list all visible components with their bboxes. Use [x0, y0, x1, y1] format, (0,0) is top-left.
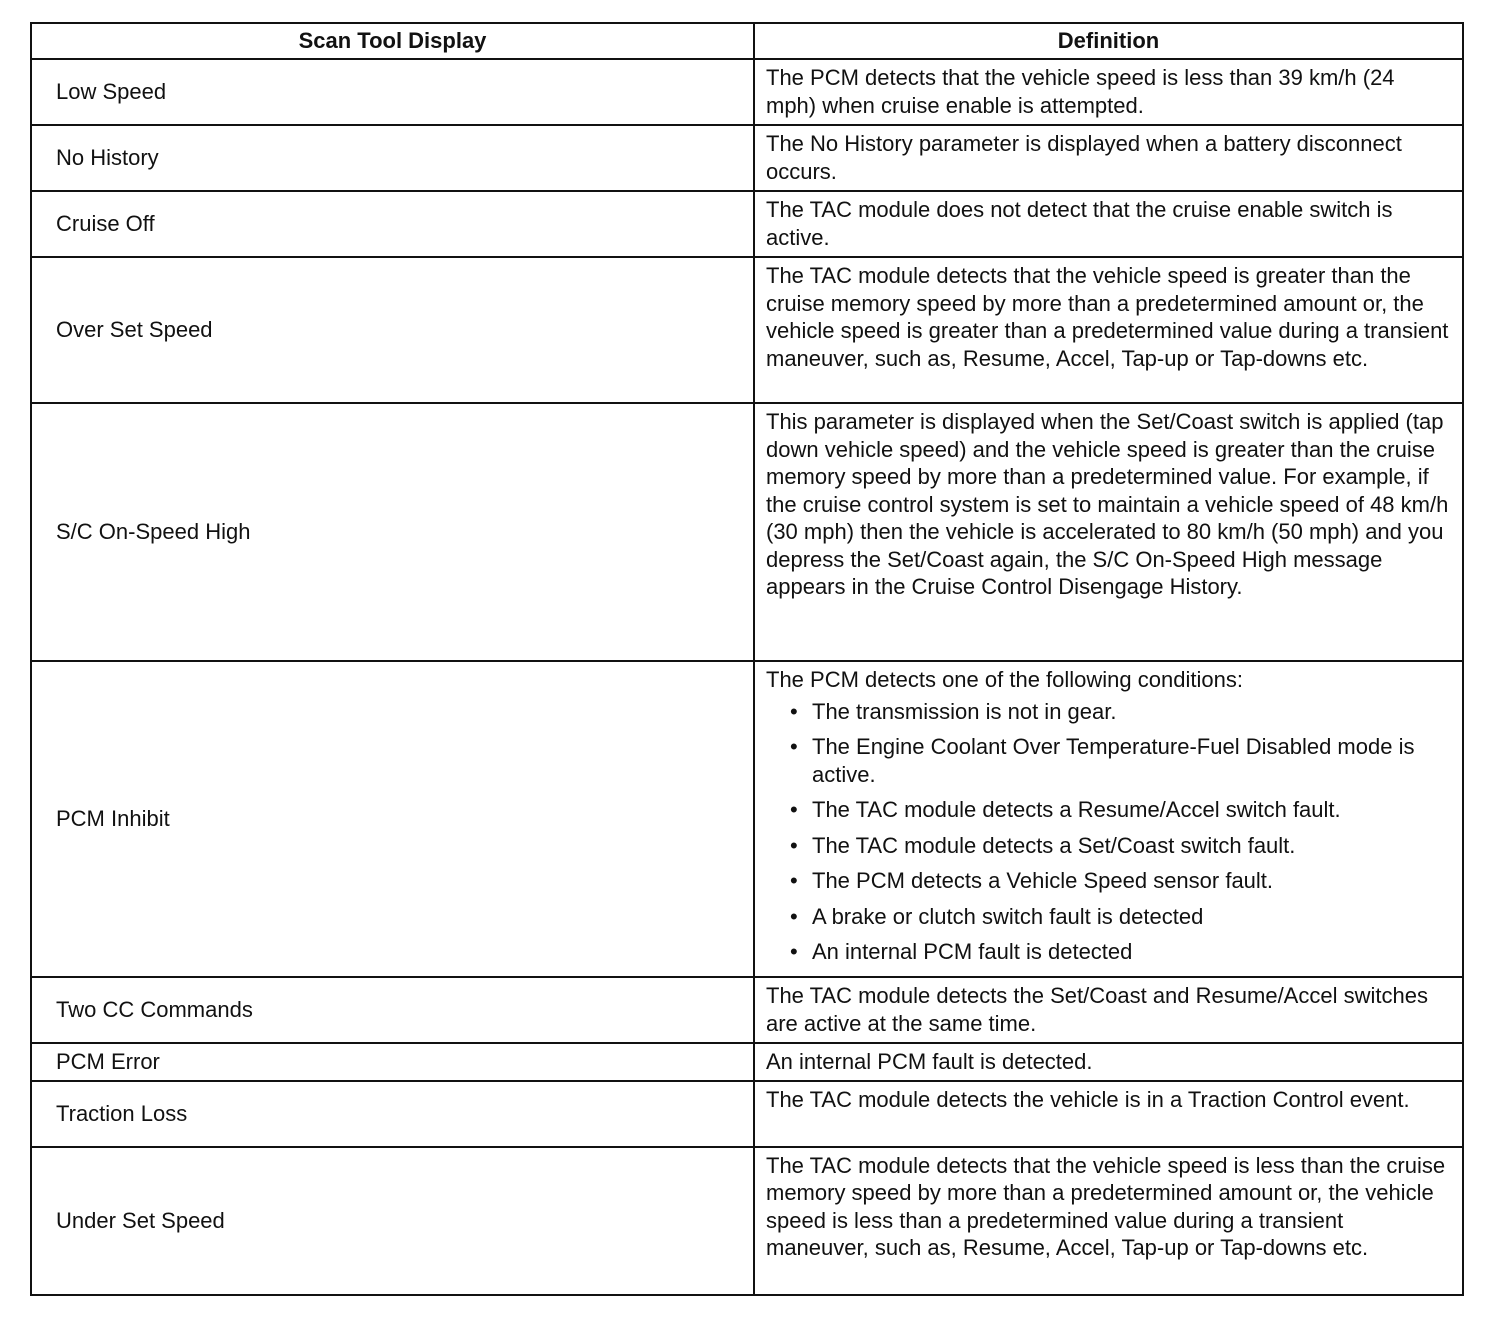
display-cell: PCM Error — [31, 1043, 754, 1081]
condition-list — [766, 698, 1450, 966]
definition-cell: The No History parameter is displayed when a battery disconnect occurs. — [754, 125, 1463, 191]
display-cell: No History — [31, 125, 754, 191]
condition-item: • The TAC module detects a Set/Coast switch fault. — [812, 832, 1450, 860]
definition-cell — [754, 661, 1463, 977]
condition-item: • An internal PCM fault is detected — [812, 938, 1450, 966]
display-cell: Two CC Commands — [31, 977, 754, 1043]
definition-cell: The PCM detects that the vehicle speed is less than 39 km/h (24 mph) when cruise enable is attempted. — [754, 59, 1463, 125]
scan-tool-definition-table — [30, 22, 1464, 1296]
header-row — [31, 23, 1463, 59]
table-row — [31, 1043, 1463, 1081]
table-row — [31, 191, 1463, 257]
display-cell: S/C On-Speed High — [31, 403, 754, 661]
table-row — [31, 1147, 1463, 1295]
definition-intro: The PCM detects one of the following conditions: — [766, 667, 1243, 692]
table-row — [31, 59, 1463, 125]
table-row — [31, 257, 1463, 403]
definition-cell: This parameter is displayed when the Set/Coast switch is applied (tap down vehicle speed) and the vehicle speed is greater than the cruise memory speed by more than a predetermined value. For example, if the cruise control system is set to maintain a vehicle speed of 48 km/h (30 mph) then the vehicle is accelerated to 80 km/h (50 mph) and you depress the Set/Coast again, the S/C On-Speed High message appears in the Cruise Control Disengage History. — [754, 403, 1463, 661]
definition-cell: The TAC module detects the vehicle is in a Traction Control event. — [754, 1081, 1463, 1147]
table-row — [31, 403, 1463, 661]
table-row — [31, 1081, 1463, 1147]
table-row — [31, 125, 1463, 191]
display-cell: Under Set Speed — [31, 1147, 754, 1295]
table-row — [31, 661, 1463, 977]
condition-item: • The transmission is not in gear. — [812, 698, 1450, 726]
header-definition: Definition — [754, 23, 1463, 59]
condition-item: • A brake or clutch switch fault is detected — [812, 903, 1450, 931]
display-cell: Traction Loss — [31, 1081, 754, 1147]
display-cell: Cruise Off — [31, 191, 754, 257]
definition-cell: The TAC module detects the Set/Coast and Resume/Accel switches are active at the same time. — [754, 977, 1463, 1043]
header-scan-tool-display: Scan Tool Display — [31, 23, 754, 59]
display-cell: Low Speed — [31, 59, 754, 125]
table-row — [31, 977, 1463, 1043]
definition-cell: The TAC module detects that the vehicle speed is greater than the cruise memory speed by more than a predetermined amount or, the vehicle speed is greater than a predetermined value during a transient maneuver, such as, Resume, Accel, Tap-up or Tap-downs etc. — [754, 257, 1463, 403]
display-cell: PCM Inhibit — [31, 661, 754, 977]
condition-item: • The Engine Coolant Over Temperature-Fuel Disabled mode is active. — [812, 733, 1450, 788]
definition-cell: The TAC module does not detect that the cruise enable switch is active. — [754, 191, 1463, 257]
condition-item: • The TAC module detects a Resume/Accel switch fault. — [812, 796, 1450, 824]
definition-cell: The TAC module detects that the vehicle speed is less than the cruise memory speed by more than a predetermined amount or, the vehicle speed is less than a predetermined value during a transient maneuver, such as, Resume, Accel, Tap-up or Tap-downs etc. — [754, 1147, 1463, 1295]
display-cell: Over Set Speed — [31, 257, 754, 403]
definition-cell: An internal PCM fault is detected. — [754, 1043, 1463, 1081]
condition-item: • The PCM detects a Vehicle Speed sensor fault. — [812, 867, 1450, 895]
